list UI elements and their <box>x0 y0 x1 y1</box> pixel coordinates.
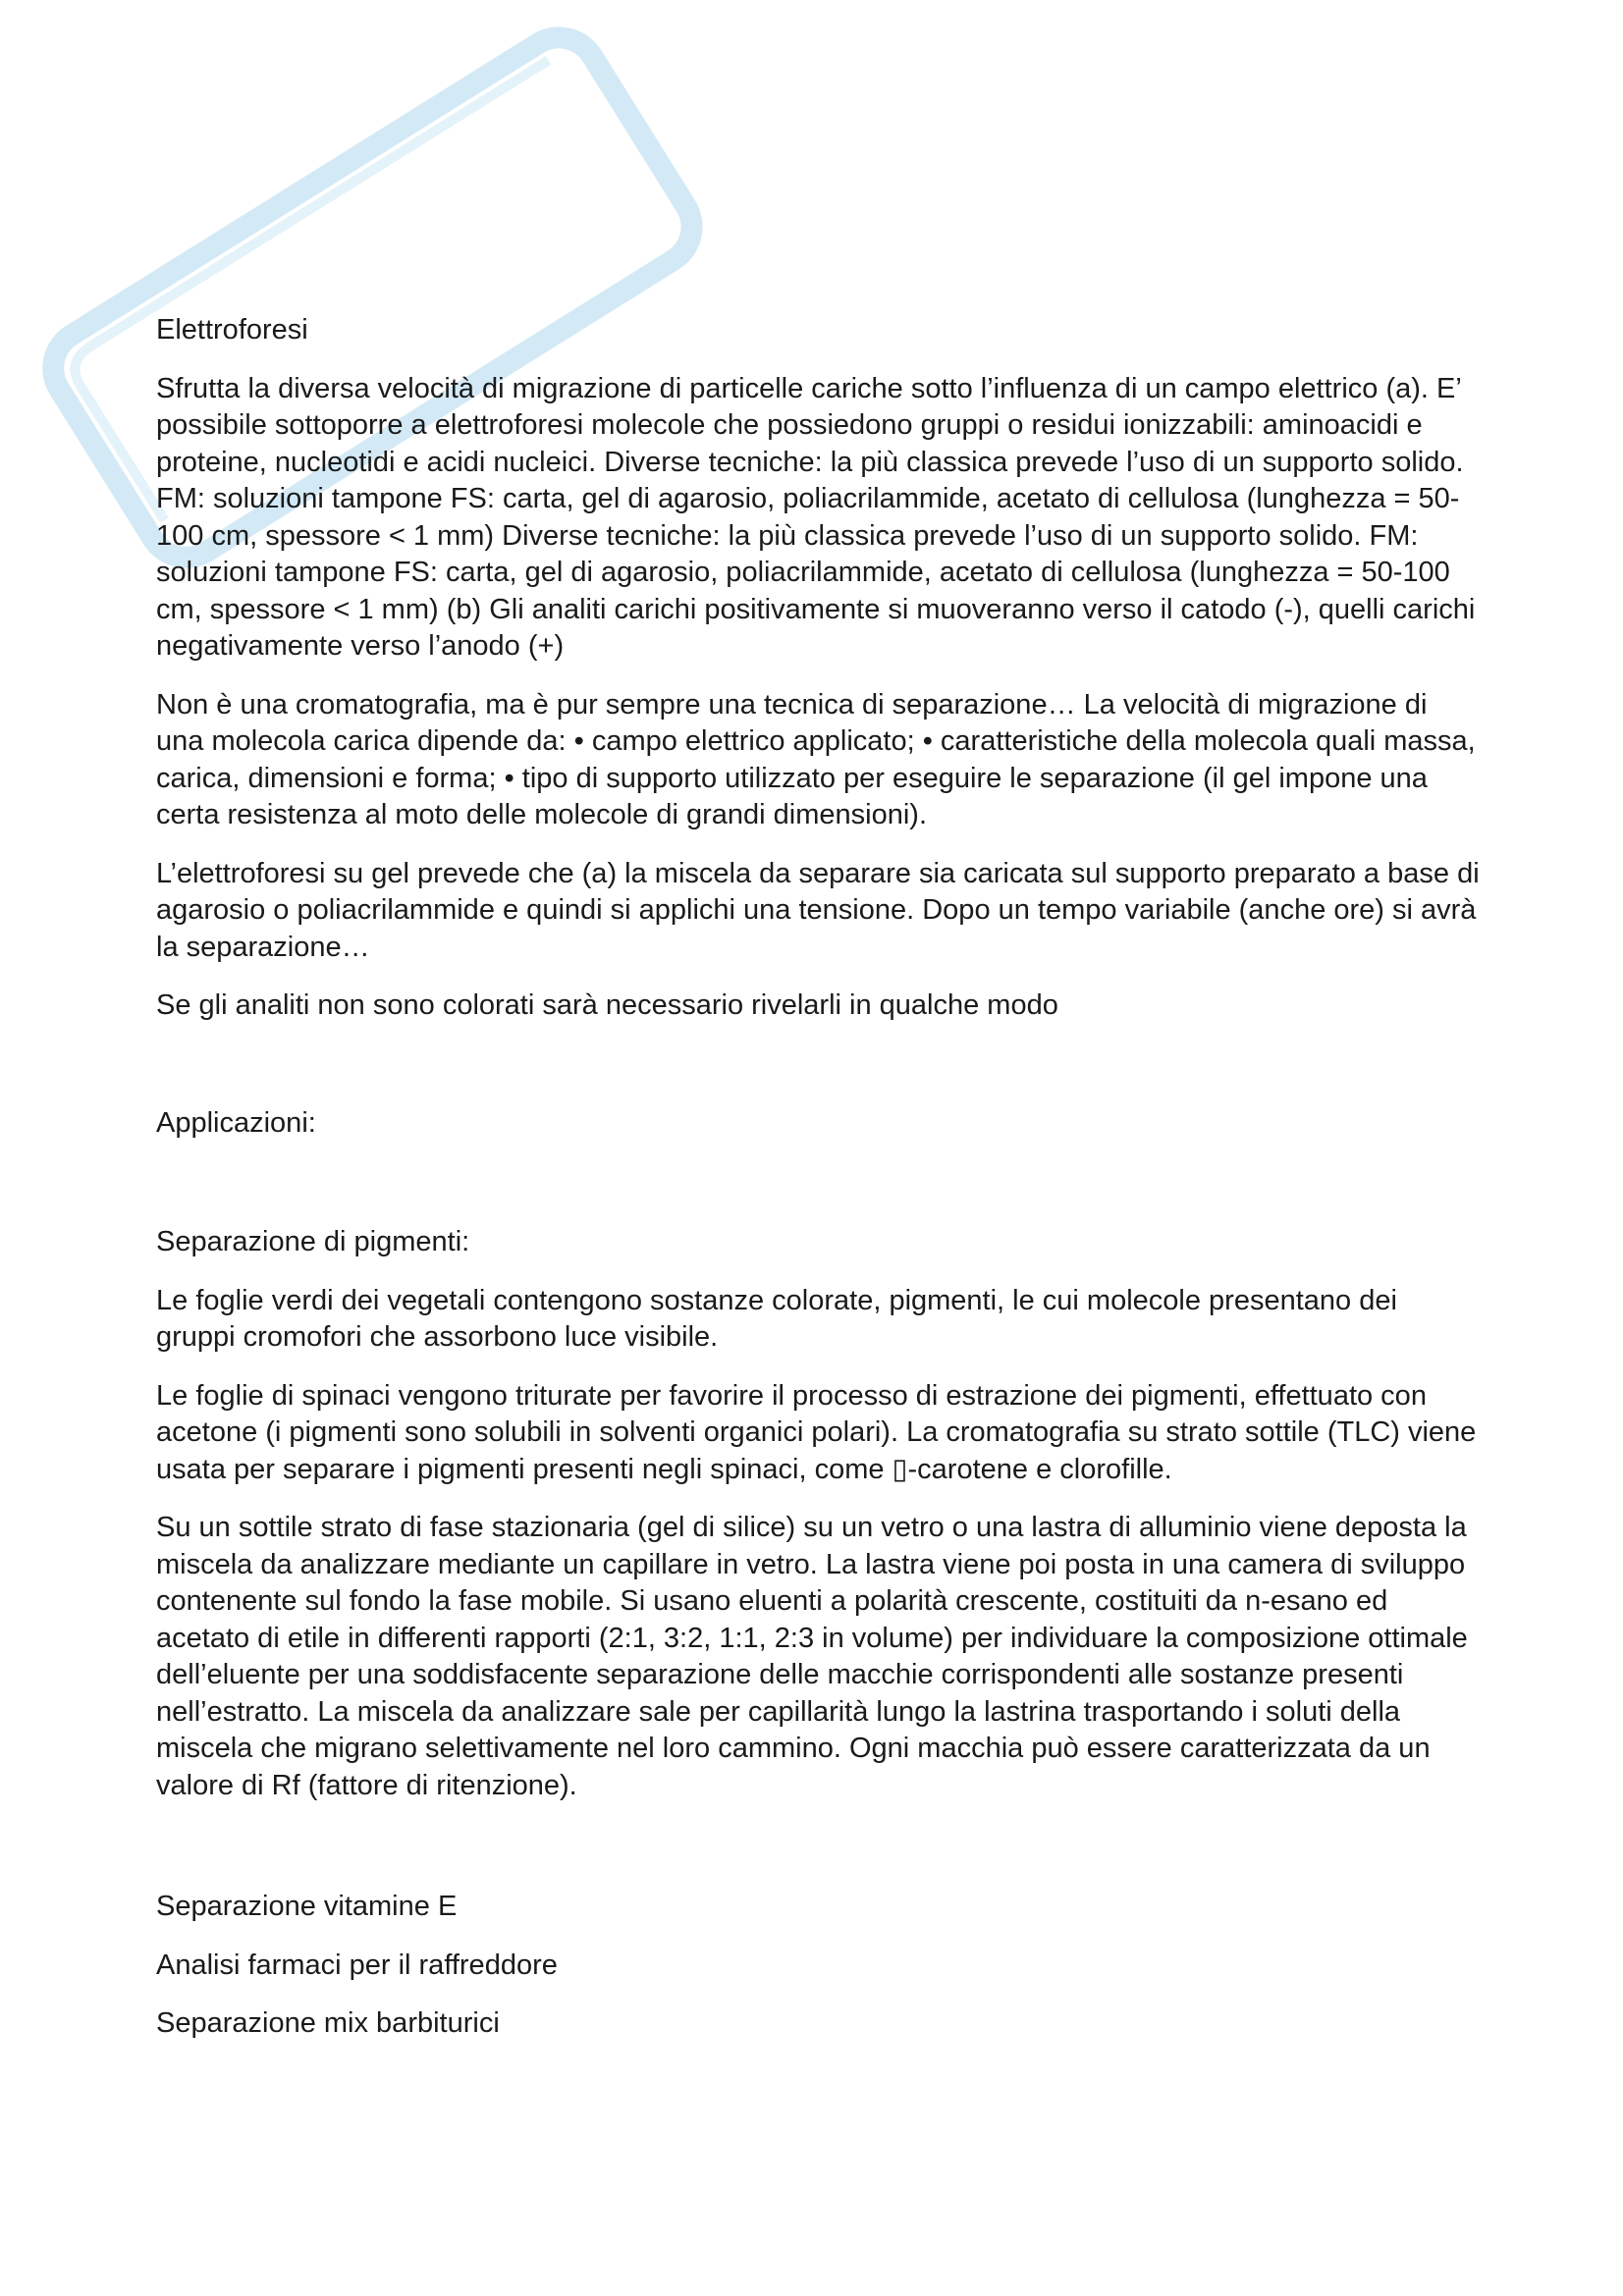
document-title: Elettroforesi <box>156 314 308 346</box>
paragraph-gel-electrophoresis: L’elettroforesi su gel prevede che (a) la miscela da separare sia caricata sul supporto preparato a base di agarosio o poliacrilammide e quindi si applichi una tensione. Dopo un tempo variabile (anche ore) si avrà la separazione… <box>156 857 1480 963</box>
paragraph-green-leaves: Le foglie verdi dei vegetali contengono sostanze colorate, pigmenti, le cui molecole presentano dei gruppi cromofori che assorbono luce visibile. <box>156 1284 1397 1353</box>
applications-heading: Applicazioni: <box>156 1106 316 1139</box>
document-body <box>156 312 1482 2064</box>
paragraph-electrophoresis-intro: Sfrutta la diversa velocità di migrazione di particelle cariche sotto l’influenza di un campo elettrico (a). E’ possibile sottoporre a elettroforesi molecole che possiedono gruppi o residui ionizzabili: aminoacidi e proteine, nucleotidi e acidi nucleici. Diverse tecniche: la più classica prevede l’uso di un supporto solido. FM: soluzioni tampone FS: carta, gel di agarosio, poliacrilammide, acetato di cellulosa (lunghezza = 50-100 cm, spessore < 1 mm) Diverse tecniche: la più classica prevede l’uso di un supporto solido. FM: soluzioni tampone FS: carta, gel di agarosio, poliacrilammide, acetato di cellulosa (lunghezza = 50-100 cm, spessore < 1 mm) (b) Gli analiti carichi positivamente si muoveranno verso il catodo (-), quelli carichi negativamente verso l’anodo (+) <box>156 372 1476 662</box>
paragraph-migration-factors: Non è una cromatografia, ma è pur sempre una tecnica di separazione… La velocità di migrazione di una molecola carica dipende da: • campo elettrico applicato; • caratteristiche della molecola quali massa, carica, dimensioni e forma; • tipo di supporto utilizzato per eseguire le separazione (il gel impone una certa resistenza al moto delle molecole di grandi dimensioni). <box>156 688 1476 830</box>
blank-line <box>156 1826 1482 1889</box>
paragraph-detection: Se gli analiti non sono colorati sarà necessario rivelarli in qualche modo <box>156 989 1058 1021</box>
blank-line <box>156 1046 1482 1105</box>
paragraph-spinach-extraction: Le foglie di spinaci vengono triturate per favorire il processo di estrazione dei pigmenti, effettuato con acetone (i pigmenti sono solubili in solventi organici polari). La cromatografia su strato sottile (TLC) viene usata per separare i pigmenti presenti negli spinaci, come ▯-carotene e clorofille. <box>156 1379 1477 1485</box>
pigments-heading: Separazione di pigmenti: <box>156 1226 470 1257</box>
blank-line <box>156 1163 1482 1224</box>
paragraph-tlc-procedure: Su un sottile strato di fase stazionaria (gel di silice) su un vetro o una lastra di alluminio viene deposta la miscela da analizzare mediante un capillare in vetro. La lastra viene poi posta in una camera di sviluppo contenente sul fondo la fase mobile. Si usano eluenti a polarità crescente, costituiti da n-esano ed acetato di etile in differenti rapporti (2:1, 3:2, 1:1, 2:3 in volume) per individuare la composizione ottimale dell’eluente per una soddisfacente separazione delle macchie corrispondenti alle sostanze presenti nell’estratto. La miscela da analizzare sale per capillarità lungo la lastrina trasportando i soluti della miscela che migrano selettivamente nel loro cammino. Ogni macchia può essere caratterizzata da un valore di Rf (fattore di ritenzione). <box>156 1512 1468 1801</box>
application-item-cold-drugs: Analisi farmaci per il raffreddore <box>156 1949 558 1981</box>
application-item-vitamin-e: Separazione vitamine E <box>156 1891 458 1922</box>
application-item-barbiturates: Separazione mix barbiturici <box>156 2007 500 2039</box>
